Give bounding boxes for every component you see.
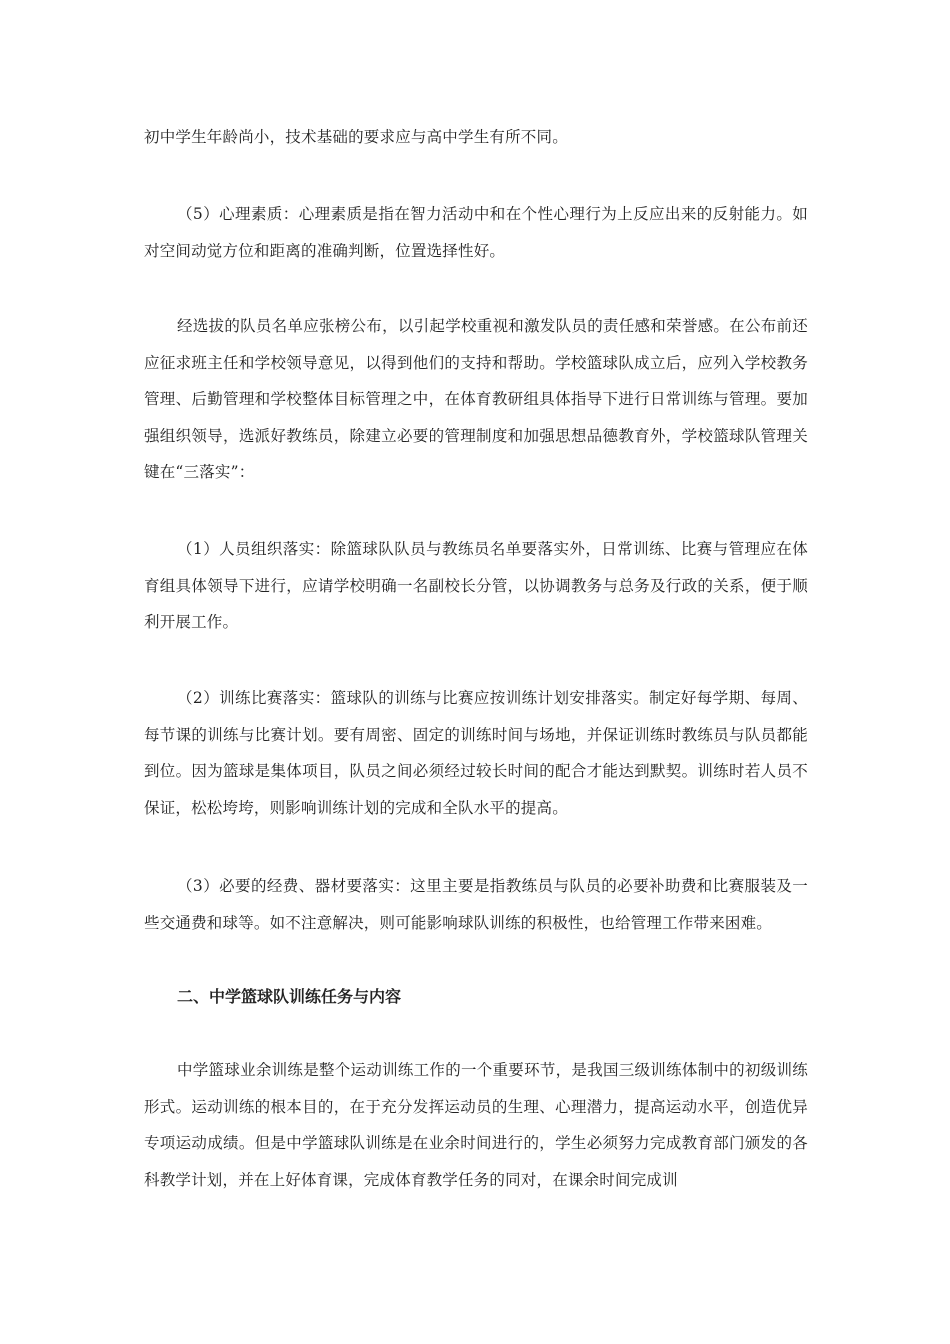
section-heading: 二、中学篮球队训练任务与内容 [177,987,402,1006]
paragraph-training-tasks: 中学篮球业余训练是整个运动训练工作的一个重要环节，是我国三级训练体制中的初级训练形式。运动训练的根本目的，在于充分发挥运动员的生理、心理潜力，提高运动水平，创造优异专项运动成绩。但是中学篮球队训练是在业余时间进行的，学生必须努力完成教育部门颁发的各科教学计划，并在上好体育课，完成体育教学任务的同对，在课余时间完成训 [144,1061,808,1189]
paragraph-training-competition: （2）训练比赛落实：篮球队的训练与比赛应按训练计划安排落实。制定好每学期、每周、每节课的训练与比赛计划。要有周密、固定的训练时间与场地，并保证训练时教练员与队员都能到位。因为篮球是集体项目，队员之间必须经过较长时间的配合才能达到默契。训练时若人员不保证，松松垮垮，则影响训练计划的完成和全队水平的提高。 [144,689,808,817]
paragraph-funding-equipment: （3）必要的经费、器材要落实：这里主要是指教练员与队员的必要补助费和比赛服装及一些交通费和球等。如不注意解决，则可能影响球队训练的积极性，也给管理工作带来困难。 [144,877,808,932]
paragraph-personnel-organization: （1）人员组织落实：除篮球队队员与教练员名单要落实外，日常训练、比赛与管理应在体育组具体领导下进行，应请学校明确一名副校长分管，以协调教务与总务及行政的关系，便于顺利开展工作。 [144,540,808,631]
paragraph-continuation: 初中学生年龄尚小，技术基础的要求应与高中学生有所不同。 [144,128,568,146]
paragraph-roster-announcement: 经选拔的队员名单应张榜公布，以引起学校重视和激发队员的责任感和荣誉感。在公布前还应征求班主任和学校领导意见，以得到他们的支持和帮助。学校篮球队成立后，应列入学校教务管理、后勤管理和学校整体目标管理之中，在体育教研组具体指导下进行日常训练与管理。要加强组织领导，选派好教练员，除建立必要的管理制度和加强思想品德教育外，学校篮球队管理关键在“三落实”： [144,317,808,481]
paragraph-psychological-quality: （5）心理素质：心理素质是指在智力活动中和在个性心理行为上反应出来的反射能力。如对空间动觉方位和距离的准确判断，位置选择性好。 [144,205,808,260]
